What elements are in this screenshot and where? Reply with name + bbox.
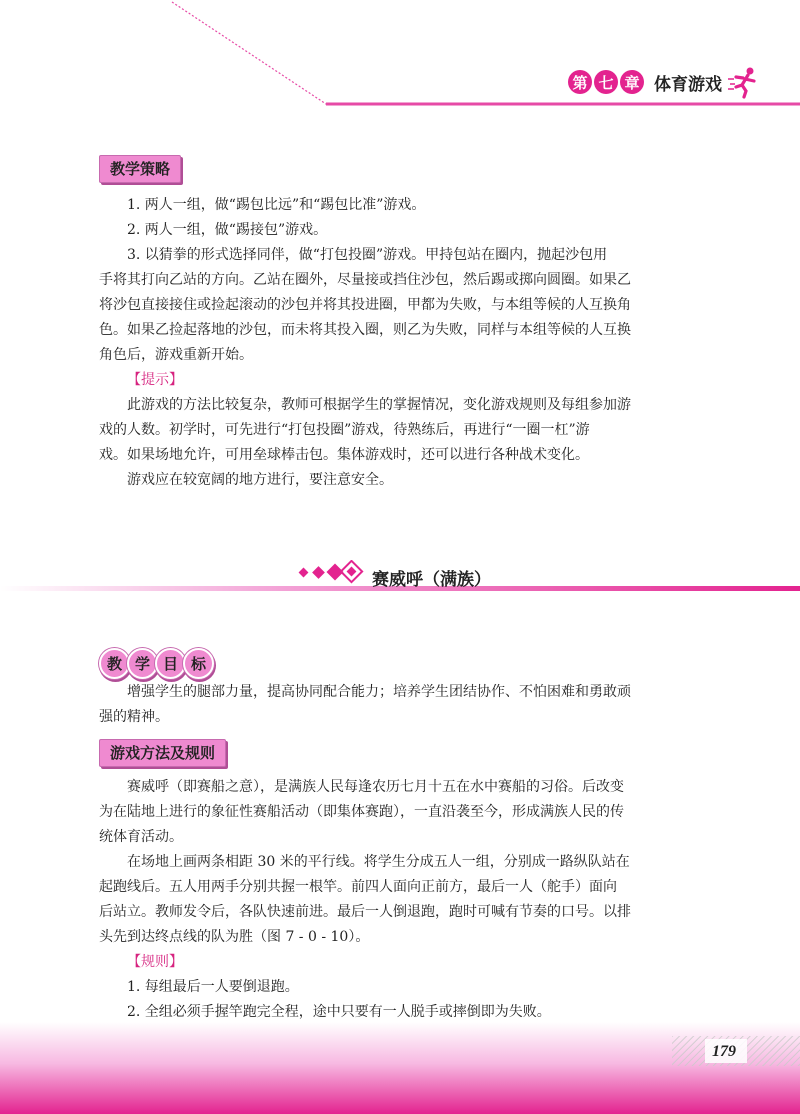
objective-line: 强的精神。 — [99, 709, 169, 725]
method-body — [99, 775, 719, 1025]
tip-line: 戏。如果场地允许，可用垒球棒击包。集体游戏时，还可以进行各种战术变化。 — [99, 447, 589, 463]
footer-band — [0, 1022, 800, 1114]
strategy-item3-line: 角色后，游戏重新开始。 — [99, 347, 253, 363]
page-number: 179 — [712, 1043, 736, 1060]
rule-item: 2. 全组必须手握竿跑完全程，途中只要有一人脱手或摔倒即为失败。 — [127, 1004, 551, 1020]
method-heading: 游戏方法及规则 — [99, 739, 226, 767]
chapter-char: 七 — [594, 70, 618, 94]
game-title: 赛威呼（满族） — [372, 570, 491, 590]
chapter-name: 体育游戏 — [654, 74, 722, 95]
objective-char: 学 — [127, 648, 158, 679]
strategy-heading: 教学策略 — [99, 155, 181, 183]
objective-line: 增强学生的腿部力量，提高协同配合能力；培养学生团结协作、不怕困难和勇敢顽 — [127, 684, 631, 700]
method-para1-line: 为在陆地上进行的象征性赛船活动（即集体赛跑），一直沿袭至今，形成满族人民的传 — [99, 804, 624, 820]
chapter-char: 第 — [568, 70, 592, 94]
objective-heading — [99, 648, 211, 679]
strategy-item: 2. 两人一组，做“踢接包”游戏。 — [127, 222, 328, 238]
strategy-item3-line: 色。如果乙捡起落地的沙包，而未将其投入圈，则乙为失败，同样与本组等候的人互换 — [99, 322, 631, 338]
method-para2-line: 起跑线后。五人用两手分别共握一根竿。前四人面向正前方，最后一人（舵手）面向 — [99, 879, 617, 895]
method-para2-line: 在场地上画两条相距 30 米的平行线。将学生分成五人一组，分别成一路纵队站在 — [127, 854, 630, 870]
objective-char: 标 — [183, 648, 214, 679]
method-para2-line: 后站立。教师发令后，各队快速前进。最后一人倒退跑，跑时可喊有节奏的口号。以排 — [99, 904, 631, 920]
strategy-item3-line: 3. 以猜拳的形式选择同伴，做“打包投圈”游戏。甲持包站在圈内，抛起沙包用 — [127, 247, 608, 263]
tip-label: 【提示】 — [127, 372, 183, 388]
method-para1-line: 统体育活动。 — [99, 829, 183, 845]
chapter-header — [568, 64, 762, 100]
tip-line: 戏的人数。初学时，可先进行“打包投圈”游戏，待熟练后，再进行“一圈一杠”游 — [99, 422, 590, 438]
objective-char: 教 — [99, 648, 130, 679]
objective-body — [99, 680, 719, 730]
rule-item: 1. 每组最后一人要倒退跑。 — [127, 979, 299, 995]
method-para1-line: 赛威呼（即赛船之意），是满族人民每逢农历七月十五在水中赛船的习俗。后改变 — [127, 779, 624, 795]
strategy-item3-line: 将沙包直接接住或捡起滚动的沙包并将其投进圈，甲都为失败，与本组等候的人互换角 — [99, 297, 631, 313]
chapter-char: 章 — [620, 70, 644, 94]
safety-note: 游戏应在较宽阔的地方进行，要注意安全。 — [127, 472, 393, 488]
strategy-item: 1. 两人一组，做“踢包比远”和“踢包比准”游戏。 — [127, 197, 426, 213]
method-para2-line: 头先到达终点线的队为胜（图 7 - 0 - 10）。 — [99, 929, 370, 945]
runner-icon — [728, 65, 762, 99]
strategy-body — [99, 193, 719, 493]
tip-line: 此游戏的方法比较复杂，教师可根据学生的掌握情况，变化游戏规则及每组参加游 — [127, 397, 631, 413]
objective-char: 目 — [155, 648, 186, 679]
strategy-item3-line: 手将其打向乙站的方向。乙站在圈外，尽量接或挡住沙包，然后踢或掷向圆圈。如果乙 — [99, 272, 631, 288]
rule-label: 【规则】 — [127, 954, 183, 970]
